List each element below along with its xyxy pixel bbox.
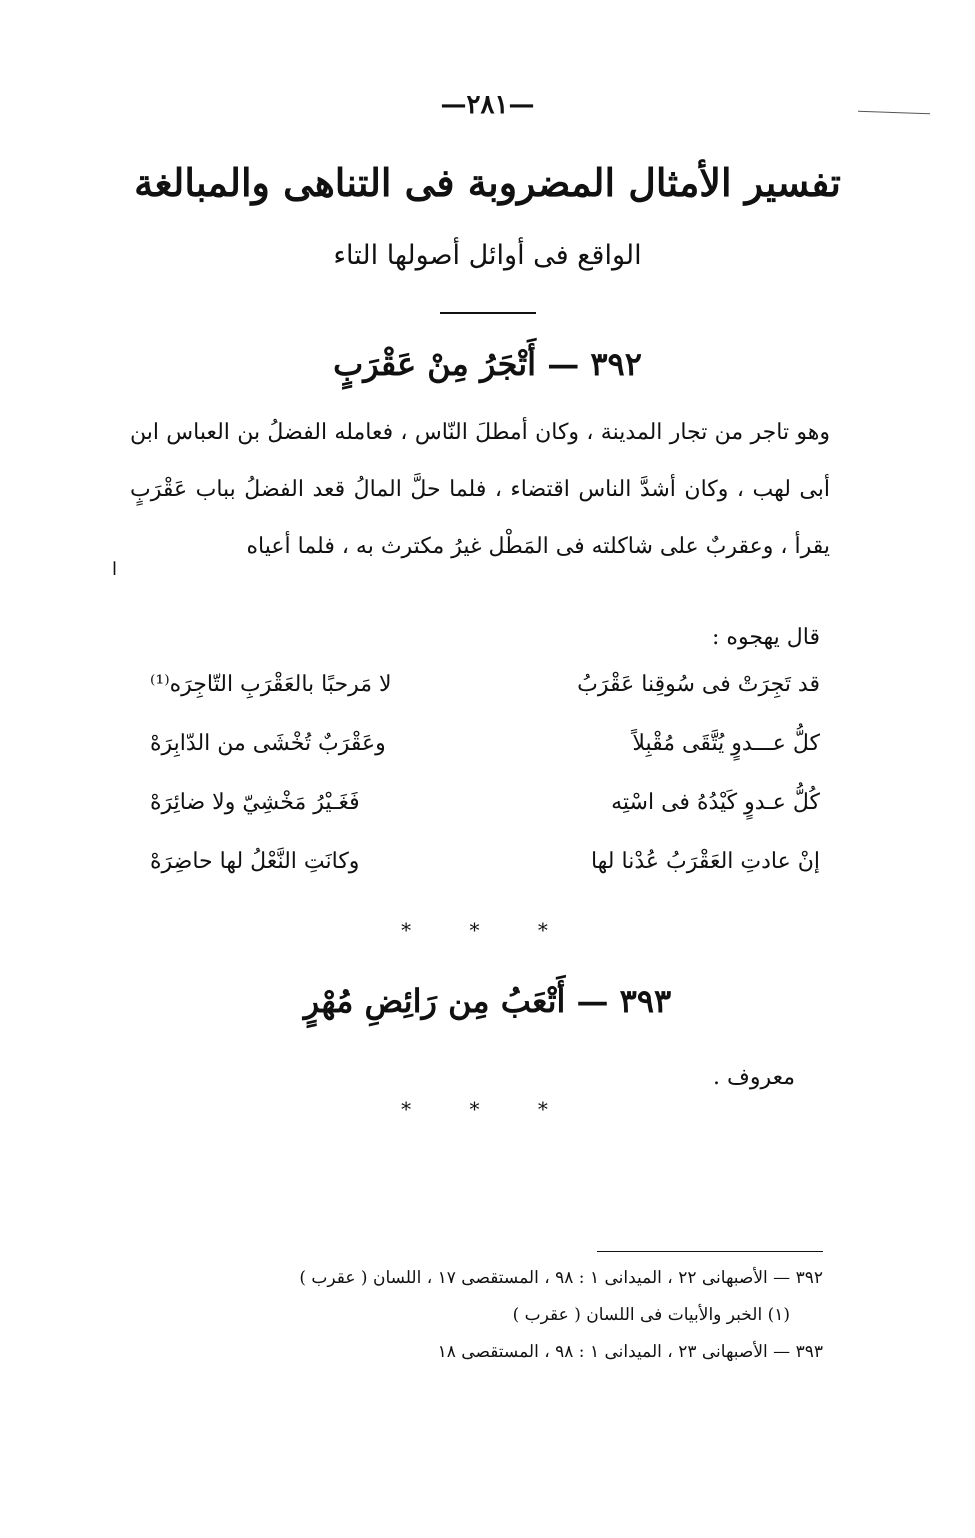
verse-second-hemistich: وكانَتِ النَّعْلُ لها حاضِرَهْ (150, 849, 360, 874)
section-separator: * * * (401, 918, 574, 942)
verse-first-hemistich: إنْ عادتِ العَقْرَبُ عُدْنا لها (590, 849, 820, 874)
entry-body-392: وهو تاجر من تجار المدينة ، وكان أمطلَ النّاس ، فعامله الفضلُ بن العباس ابن أبى لهب ، وكان أشدَّ الناس اقتضاء ، فلما حلَّ المالُ قعد الفضلُ بباب عَقْرَبٍ يقرأ ، وعقربٌ على شاكلته فى المَطْل غيرُ مكترث به ، فلما أعياه (130, 420, 830, 559)
verse-second-hemistich: لا مَرحبًا بالعَقْرَبِ التّاجِرَه⁽¹⁾ (150, 672, 392, 697)
footnote-392: ٣٩٢ — الأصبهانى ٢٢ ، الميدانى ١ : ٩٨ ، المستقصى ١٧ ، اللسان ( عقرب ) (299, 1268, 823, 1288)
section-separator: * * * (401, 1097, 574, 1121)
chapter-subtitle: الواقع فى أوائل أصولها التاء (333, 240, 642, 271)
page-number: —٢٨١— (440, 90, 535, 120)
title-divider (440, 312, 536, 314)
verse-first-hemistich: قد تَجِرَتْ فى سُوقِنا عَقْرَبُ (577, 672, 820, 697)
margin-mark: ا (112, 559, 118, 580)
verse-intro: قال يهجوه : (712, 625, 820, 650)
footnote-divider (597, 1251, 823, 1252)
chapter-title: تفسير الأمثال المضروبة فى التناهى والمبالغة (134, 160, 841, 205)
verse-line (150, 849, 820, 893)
verse-first-hemistich: كلُّ عـــدوٍ يُتَّقَى مُقْبِلاً (632, 731, 820, 756)
entry-heading-393: ٣٩٣ — أَتْعَبُ مِن رَائِضِ مُهْرٍ (303, 982, 672, 1020)
verse-first-hemistich: كُلُّ عـدوٍ كَيْدُهُ فى اسْتِه (611, 790, 820, 815)
entry-heading-392: ٣٩٢ — أَتْجَرُ مِنْ عَقْرَبٍ (333, 345, 642, 383)
verse-second-hemistich: فَغَـيْرُ مَخْشِيّ ولا ضائِرَهْ (150, 790, 360, 815)
entry-body-393: معروف . (713, 1065, 795, 1090)
verse-line (150, 731, 820, 775)
verse-line (150, 790, 820, 834)
footnote-1: (١) الخبر والأبيات فى اللسان ( عقرب ) (512, 1305, 790, 1325)
verse-second-hemistich: وعَقْرَبٌ تُخْشَى من الدّابِرَهْ (150, 731, 386, 756)
verse-line (150, 672, 820, 716)
footnote-393: ٣٩٣ — الأصبهانى ٢٣ ، الميدانى ١ : ٩٨ ، المستقصى ١٨ (437, 1342, 823, 1362)
